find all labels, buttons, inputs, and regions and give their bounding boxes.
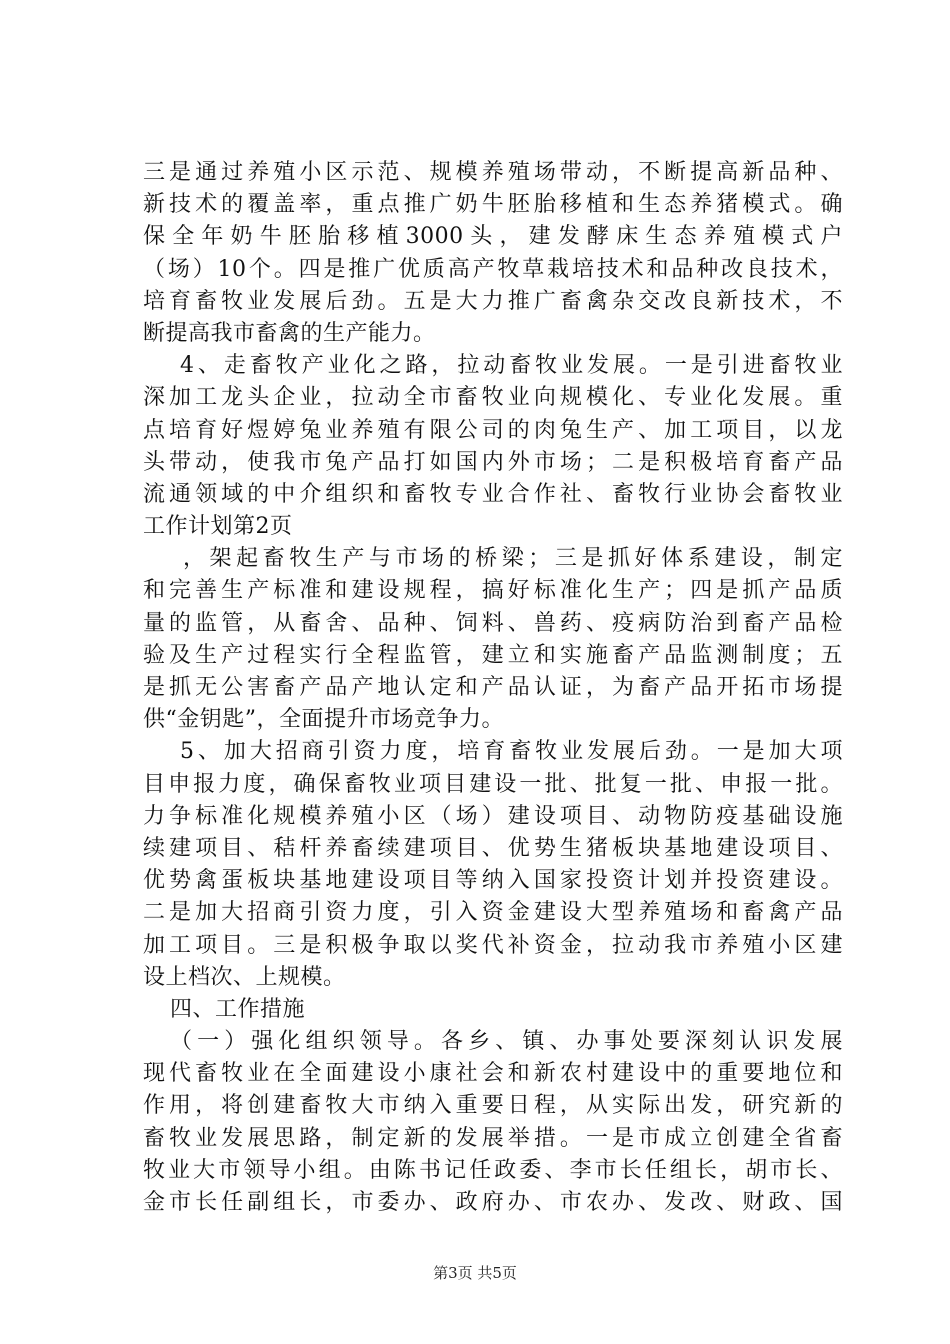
text-line: 头带动，使我市兔产品打如国内外市场；二是积极培育畜产品	[143, 449, 843, 475]
text-line: 工作计划第2页	[143, 514, 293, 540]
text-line: 优势禽蛋板块基地建设项目等纳入国家投资计划并投资建设。	[143, 868, 843, 894]
text-line: 和完善生产标准和建设规程，搞好标准化生产；四是抓产品质	[143, 578, 843, 604]
text-line: 点培育好煜婷兔业养殖有限公司的肉兔生产、加工项目，以龙	[143, 417, 843, 443]
text-line: 保全年奶牛胚胎移植3000头，建发酵床生态养殖模式户	[143, 224, 843, 250]
document-body	[143, 157, 843, 1219]
text-line: 现代畜牧业在全面建设小康社会和新农村建设中的重要地位和	[143, 1061, 843, 1087]
text-line: 加工项目。三是积极争取以奖代补资金，拉动我市养殖小区建	[143, 932, 843, 958]
text-line: 金市长任副组长，市委办、政府办、市农办、发改、财政、国	[143, 1190, 843, 1215]
text-line: 断提高我市畜禽的生产能力。	[143, 320, 436, 346]
text-line: （场）10个。四是推广优质高产牧草栽培技术和品种改良技术，	[143, 256, 843, 282]
text-line: （一）强化组织领导。各乡、镇、办事处要深刻认识发展	[170, 1029, 843, 1055]
text-line: ，架起畜牧生产与市场的桥梁；三是抓好体系建设，制定	[183, 546, 843, 572]
text-line: 新技术的覆盖率，重点推广奶牛胚胎移植和生态养猪模式。确	[143, 192, 843, 218]
text-line: 畜牧业发展思路，制定新的发展举措。一是市成立创建全省畜	[143, 1125, 843, 1151]
text-line: 深加工龙头企业，拉动全市畜牧业向规模化、专业化发展。重	[143, 385, 843, 411]
text-line: 目申报力度，确保畜牧业项目建设一批、批复一批、申报一批。	[143, 771, 843, 797]
text-line: 是抓无公害畜产品产地认定和产品认证，为畜产品开拓市场提	[143, 675, 843, 700]
text-line: 培育畜牧业发展后劲。五是大力推广畜禽杂交改良新技术，不	[143, 288, 843, 314]
text-line: 验及生产过程实行全程监管，建立和实施畜产品监测制度；五	[143, 642, 843, 668]
text-line: 流通领域的中介组织和畜牧专业合作社、畜牧行业协会畜牧业	[143, 481, 843, 507]
text-line: 设上档次、上规模。	[143, 964, 346, 990]
text-line: 牧业大市领导小组。由陈书记任政委、李市长任组长，胡市长、	[143, 1157, 843, 1183]
text-line: 二是加大招商引资力度，引入资金建设大型养殖场和畜禽产品	[143, 900, 843, 926]
text-line: 力争标准化规模养殖小区（场）建设项目、动物防疫基础设施	[143, 803, 843, 829]
text-line: 量的监管，从畜舍、品种、饲料、兽药、疫病防治到畜产品检	[143, 610, 843, 636]
text-line: 4、走畜牧产业化之路，拉动畜牧业发展。一是引进畜牧业	[180, 353, 843, 379]
text-line: 5、加大招商引资力度，培育畜牧业发展后劲。一是加大项	[180, 739, 843, 765]
section-heading: 四、工作措施	[170, 996, 306, 1022]
text-line: 作用，将创建畜牧大市纳入重要日程，从实际出发，研究新的	[143, 1093, 843, 1119]
text-line: 三是通过养殖小区示范、规模养殖场带动，不断提高新品种、	[143, 160, 843, 185]
page-number-footer: 第3页 共5页	[433, 1264, 517, 1282]
text-line: 续建项目、秸杆养畜续建项目、优势生猪板块基地建设项目、	[143, 835, 843, 861]
text-line: 供“金钥匙”，全面提升市场竞争力。	[143, 707, 504, 733]
